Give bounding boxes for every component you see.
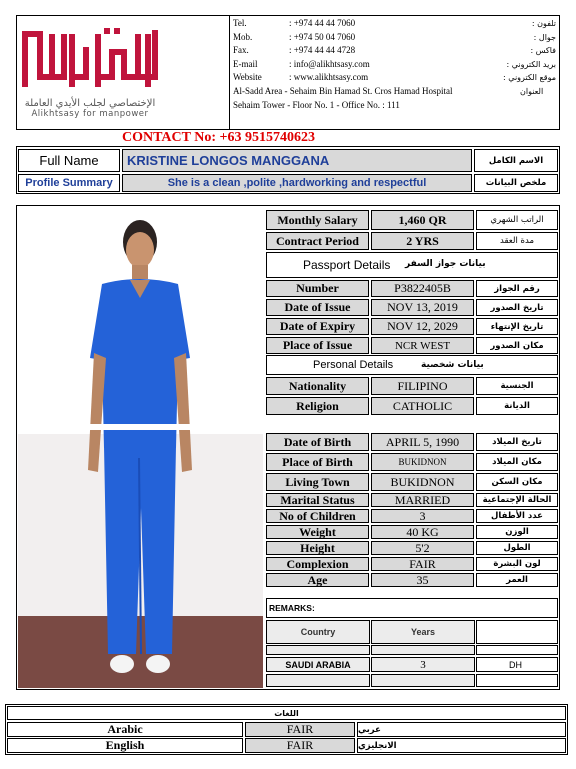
contact-row [233,17,558,31]
remarks-col-empty [476,620,558,644]
contact-label-ar: جوال : [533,32,556,42]
personal-row-label: No of Children [266,509,369,523]
personal-row-label: Place of Birth [266,453,369,471]
personal-row-value: BUKIDNON [371,453,474,471]
personal-row-label-ar: العمر [476,573,558,587]
summary-label-ar: ملخص البيانات [474,174,558,192]
personal-row-value: MARRIED [371,493,474,507]
remarks-years: 3 [371,657,475,672]
passport-row-label: Date of Expiry [266,318,369,335]
contact-label-ar: موقع الكتروني : [503,73,556,82]
remarks-country: SAUDI ARABIA [266,657,370,672]
salary-label-ar: الراتب الشهري [476,210,558,230]
personal-row-label: Date of Birth [266,433,369,451]
passport-row-label: Place of Issue [266,337,369,354]
contact-label: Mob. [233,31,253,42]
remarks-spacer-1 [266,645,370,655]
contact-row [233,71,558,85]
contract-label-ar: مدة العقد [476,232,558,250]
personal-row-value: BUKIDNON [371,473,474,491]
remarks-empty-3 [476,674,558,687]
contact-value: : www.alikhtsasy.com [289,72,369,82]
passport-row-label-ar: تاريخ الإنتهاء [476,318,558,335]
contact-block [233,17,558,85]
personal-row-label-ar: مكان الميلاد [476,453,558,471]
language-label-ar: الانجليزي [357,738,566,753]
passport-row-label-ar: تاريخ الصدور [476,299,558,316]
remarks-col-years: Years [371,620,475,644]
language-level: FAIR [245,722,355,737]
personal-row-label: Complexion [266,557,369,571]
logo-text-en: Alikhtsasy for manpower [31,109,149,119]
remarks-empty-2 [371,674,475,687]
passport-heading: Passport Details [303,258,391,272]
full-name-label-ar: الاسم الكامل [474,149,558,172]
full-name-label: Full Name [18,149,120,172]
remarks-spacer-3 [476,645,558,655]
personal-row-label: Height [266,541,369,555]
personal-row-value: FAIR [371,557,474,571]
personal-row-label: Marital Status [266,493,369,507]
passport-row-label-ar: رقم الجواز [476,280,558,297]
address-label-ar: العنوان [520,87,544,96]
remarks-empty-1 [266,674,370,687]
contact-label: Tel. [233,18,247,28]
personal-heading-ar: بيانات شخصية [421,360,484,370]
personal-row-label-ar: الحالة الإجتماعية [476,493,558,507]
language-label: Arabic [7,722,243,737]
passport-row-value: P3822405B [371,280,474,297]
summary-value: She is a clean ,polite ,hardworking and respectful [122,174,472,192]
personal-row-value: 5'2 [371,541,474,555]
contact-label-ar: بريد الكتروني : [506,59,556,69]
language-level: FAIR [245,738,355,753]
full-name-value: KRISTINE LONGOS MANGGANA [122,149,472,172]
personal-row-label-ar: لون البشرة [476,557,558,571]
personal-heading-row [266,355,558,375]
personal-top-row-value: FILIPINO [371,377,474,395]
personal-row-value: 35 [371,573,474,587]
personal-heading: Personal Details [313,359,394,371]
candidate-photo [18,208,263,688]
personal-row-label: Weight [266,525,369,539]
contact-value: : +974 50 04 7060 [289,31,356,42]
person-figure-icon [18,208,263,688]
salary-label: Monthly Salary [266,210,369,230]
passport-row-label: Date of Issue [266,299,369,316]
contact-label: Fax. [233,45,249,55]
personal-top-row-label-ar: الجنسية [476,377,558,395]
contract-value: 2 YRS [371,232,474,250]
address-line-2: Sehaim Tower - Floor No. 1 - Office No. : 111 [233,100,400,110]
personal-row-value: 3 [371,509,474,523]
personal-row-label-ar: عدد الأطفال [476,509,558,523]
contract-label: Contract Period [266,232,369,250]
company-logo [20,22,160,122]
passport-row-label-ar: مكان الصدور [476,337,558,354]
personal-row-label-ar: تاريخ الميلاد [476,433,558,451]
passport-heading-ar: بيانات جواز السفر [405,259,486,269]
photo-separator [18,424,263,430]
contact-label: Website [233,72,262,82]
passport-row-value: NCR WEST [371,337,474,354]
remarks-row [266,598,558,618]
salary-value: 1,460 QR [371,210,474,230]
logo-text-ar: الإختصاصي لجلب الأيدي العاملة [24,98,156,109]
contact-value: : +974 44 44 7060 [289,18,356,28]
contact-row [233,44,558,58]
language-label: English [7,738,243,753]
language-label-ar: عربي [357,722,566,737]
personal-row-label-ar: الوزن [476,525,558,539]
summary-label: Profile Summary [18,174,120,192]
contact-value: : info@alikhtsasy.com [289,58,370,69]
contact-number: CONTACT No: +63 9515740623 [122,130,315,145]
languages-heading-ar: اللغات [7,706,566,720]
remarks-label: REMARKS: [269,603,315,613]
personal-top-row-label: Religion [266,397,369,415]
personal-row-label: Age [266,573,369,587]
personal-row-label-ar: الطول [476,541,558,555]
contact-label-ar: تلفون : [531,19,556,28]
personal-top-row-label-ar: الديانة [476,397,558,415]
personal-row-value: 40 KG [371,525,474,539]
passport-row-label: Number [266,280,369,297]
passport-heading-row [266,252,558,278]
remarks-type: DH [476,657,558,672]
remarks-spacer-2 [371,645,475,655]
remarks-col-country: Country [266,620,370,644]
personal-top-row-value: CATHOLIC [371,397,474,415]
address-line-1: Al-Sadd Area - Sehaim Bin Hamad St. Cros Hamad Hospital [233,86,453,96]
passport-row-value: NOV 13, 2019 [371,299,474,316]
header-divider [229,15,230,130]
passport-row-value: NOV 12, 2029 [371,318,474,335]
contact-label: E-mail [233,58,258,69]
contact-value: : +974 44 44 4728 [289,45,356,55]
personal-row-label-ar: مكان السكن [476,473,558,491]
personal-top-row-label: Nationality [266,377,369,395]
logo-mark-icon [20,22,160,97]
contact-row [233,58,558,72]
personal-row-value: APRIL 5, 1990 [371,433,474,451]
contact-label-ar: فاكس : [530,46,556,55]
personal-row-label: Living Town [266,473,369,491]
contact-row [233,31,558,45]
